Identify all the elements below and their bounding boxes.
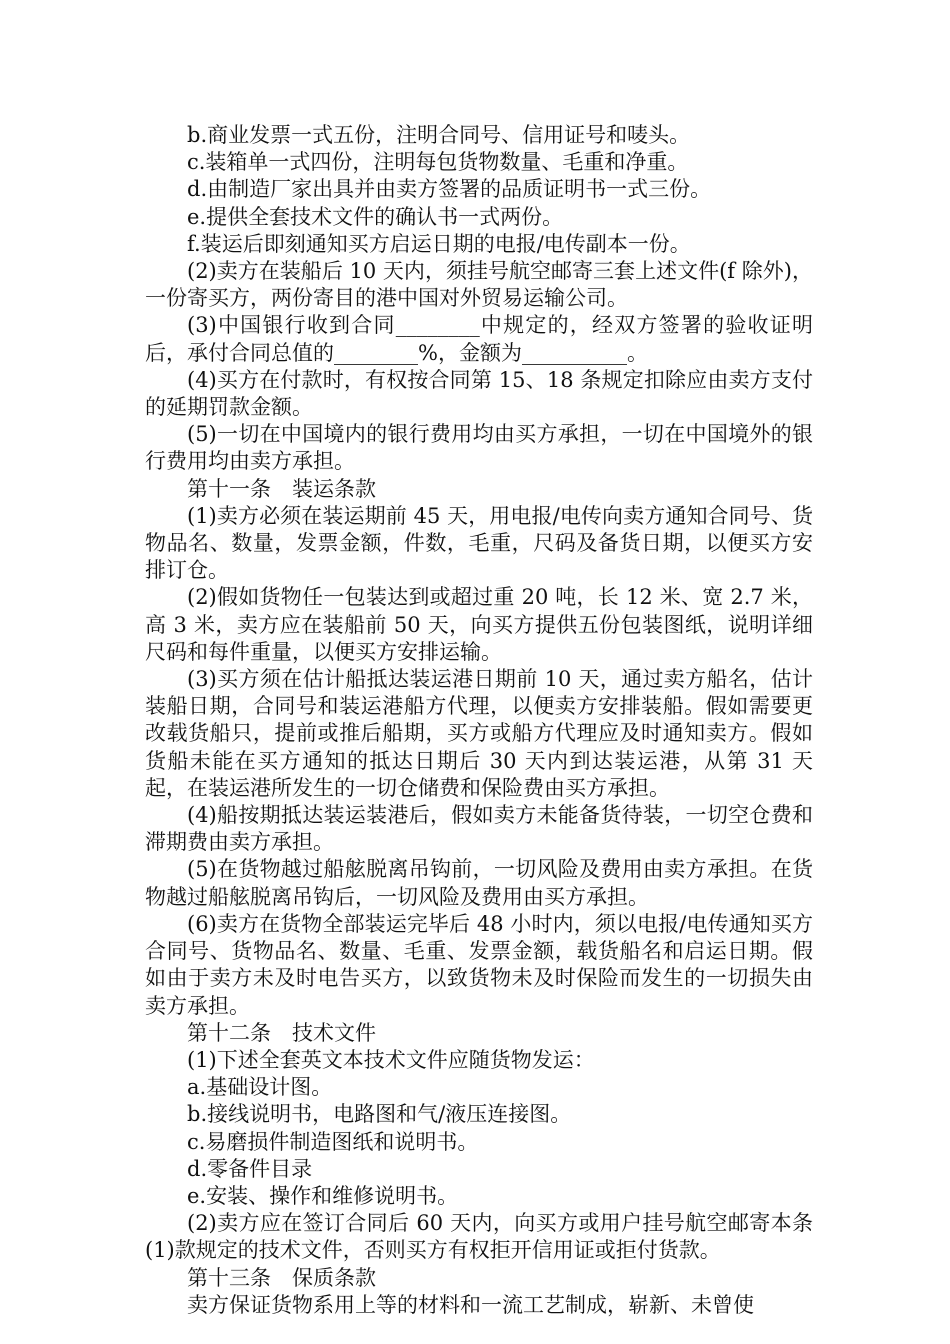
paragraph-penalty-deduction: (4)买方在付款时，有权按合同第 15、18 条规定扣除应由卖方支付的延期罚款金额。 — [145, 367, 813, 420]
list-item-wiring-instructions: b.接线说明书，电路图和气/液压连接图。 — [187, 1102, 572, 1127]
paragraph-technical-docs-confirmation: e.提供全套技术文件的确认书一式两份。 — [187, 204, 564, 229]
paragraph-dead-freight: (4)船按期抵达装运装港后，假如卖方未能备货待装，一切空仓费和滞期费由卖方承担。 — [145, 803, 813, 855]
paragraph-oversize-package: (2)假如货物任一包装达到或超过重 20 吨，长 12 米、宽 2.7 米，高 3 米，卖方应在装船前 50 天，向买方提供五份包装图纸，说明详细尺码和每件重量，以便买方安排运输。 — [145, 585, 813, 664]
paragraph-packing-list: c.装箱单一式四份，注明每包货物数量、毛重和净重。 — [187, 150, 689, 175]
list-item-operation-manual: e.安装、操作和维修说明书。 — [187, 1183, 459, 1208]
list-item-wear-parts-drawings: c.易磨损件制造图纸和说明书。 — [187, 1129, 479, 1154]
paragraph-shipment-completion-notice: (6)卖方在货物全部装运完毕后 48 小时内，须以电报/电传通知买方合同号、货物品名、数量、毛重、发票金额，载货船名和启运日期。假如由于卖方未及时电告买方，以致货物未及时保险而发生的一切损失由卖方承担。 — [145, 911, 813, 1018]
article-11-heading: 第十一条 装运条款 — [187, 476, 376, 501]
article-13-heading: 第十三条 保质条款 — [187, 1265, 376, 1290]
paragraph-quality-guarantee: 卖方保证货物系用上等的材料和一流工艺制成，崭新、未曾使 — [187, 1292, 754, 1317]
paragraph-quality-certificate: d.由制造厂家出具并由卖方签署的品质证明书一式三份。 — [187, 177, 712, 202]
paragraph-risk-transfer: (5)在货物越过船舷脱离吊钩前，一切风险及费用由卖方承担。在货物越过船舷脱离吊钩后，一切风险及费用由买方承担。 — [145, 857, 813, 909]
paragraph-technical-docs-list: (1)下述全套英文本技术文件应随货物发运： — [187, 1047, 595, 1072]
paragraph-airmail-documents: (2)卖方在装船后 10 天内，须挂号航空邮寄三套上述文件(f 除外)，一份寄买方，两份寄目的港中国对外贸易运输公司。 — [145, 259, 813, 311]
paragraph-shipment-notice-copy: f.装运后即刻通知买方启运日期的电报/电传副本一份。 — [187, 231, 691, 256]
paragraph-bank-payment: (3)中国银行收到合同________中规定的，经双方签署的验收证明后，承付合同总值的________%，金额为__________。 — [145, 313, 813, 365]
list-item-spare-parts-catalog: d.零备件目录 — [187, 1156, 313, 1181]
paragraph-technical-docs-mailing: (2)卖方应在签订合同后 60 天内，向买方或用户挂号航空邮寄本条(1)款规定的技术文件，否则买方有权拒开信用证或拒付货款。 — [145, 1211, 813, 1263]
article-12-heading: 第十二条 技术文件 — [187, 1020, 376, 1045]
paragraph-vessel-arrival: (3)买方须在估计船抵达装运港日期前 10 天，通过卖方船名，估计装船日期，合同号和装运港船方代理，以便卖方安排装船。假如需要更改载货船只，提前或推后船期，买方或船方代理应及时通知卖方。假如货船未能在买方通知的抵达日期后 30 天内到达装运港，从第 31 天起，在装运港所发生的一切仓储费和保险费由买方承担。 — [145, 667, 813, 800]
paragraph-shipping-notice: (1)卖方必须在装运期前 45 天，用电报/电传向卖方通知合同号、货物品名、数量，发票金额，件数，毛重，尺码及备货日期，以便买方安排订仓。 — [145, 503, 813, 583]
contract-text-body — [145, 122, 813, 1319]
paragraph-commercial-invoice: b.商业发票一式五份，注明合同号、信用证号和唛头。 — [187, 123, 691, 147]
paragraph-bank-charges: (5)一切在中国境内的银行费用均由买方承担，一切在中国境外的银行费用均由卖方承担。 — [145, 422, 813, 474]
list-item-foundation-drawing: a.基础设计图。 — [187, 1075, 333, 1100]
